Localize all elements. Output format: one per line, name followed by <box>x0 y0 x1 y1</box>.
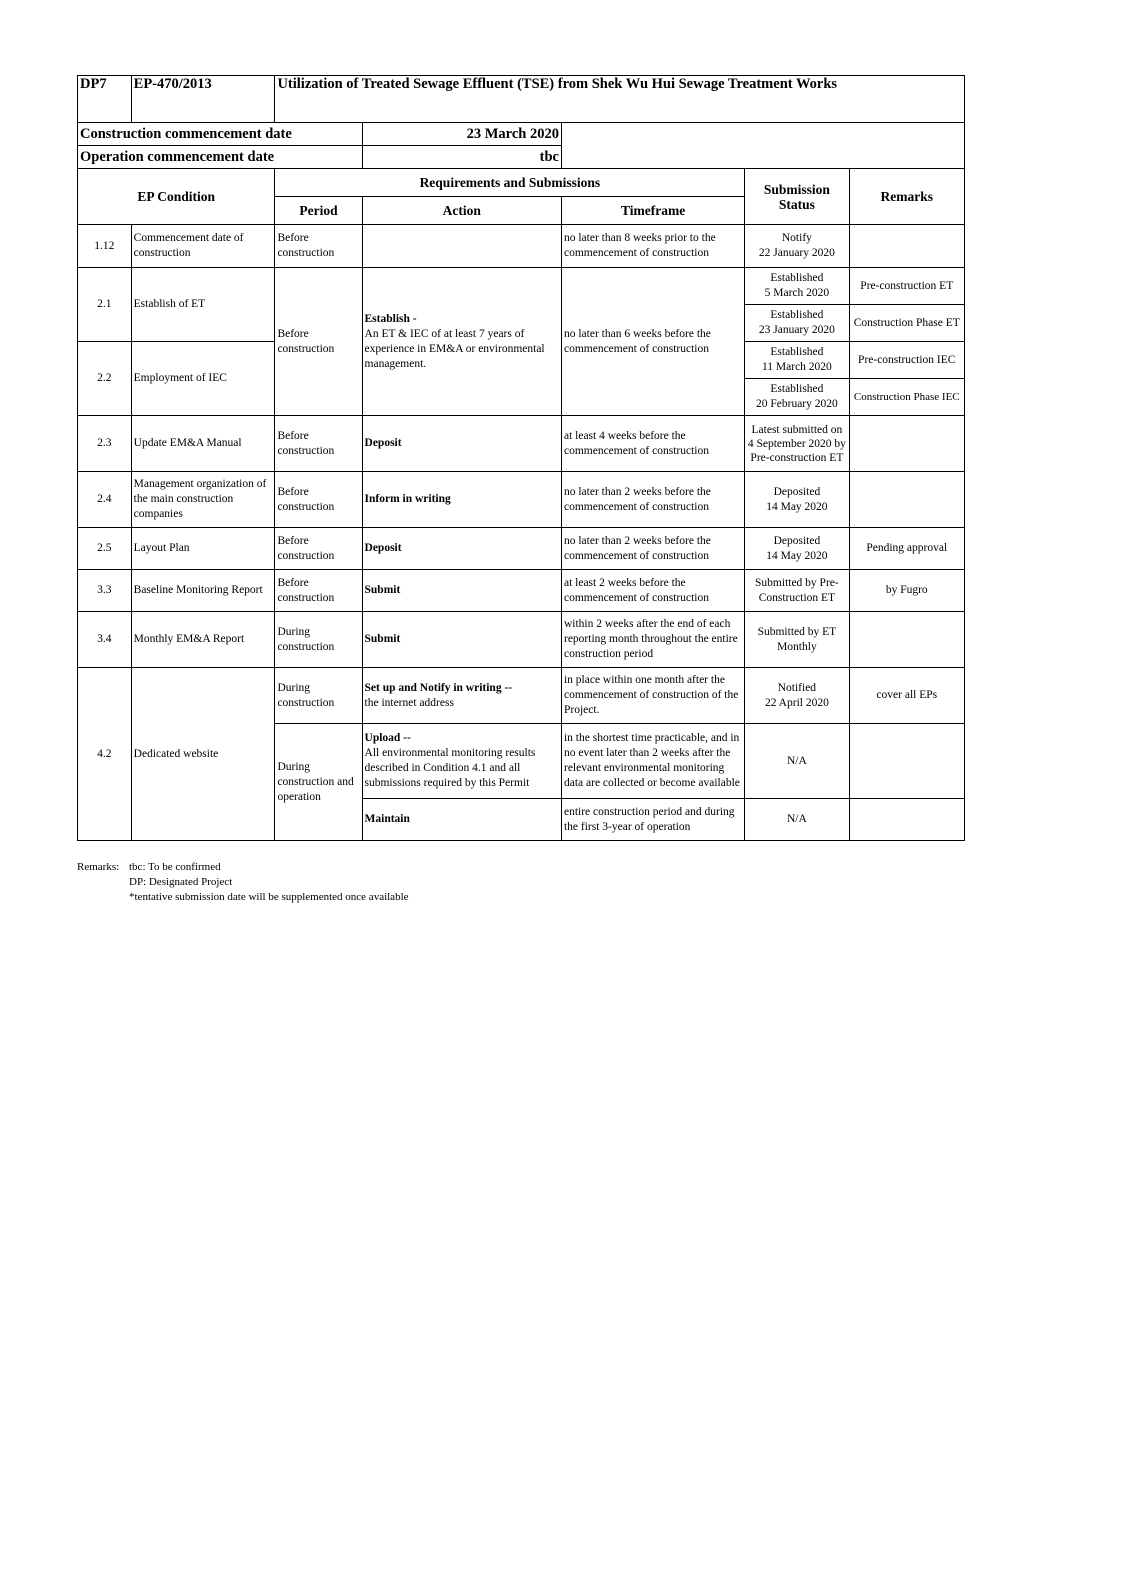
remarks <box>849 472 964 528</box>
remarks: cover all EPs <box>849 668 964 724</box>
condition-number: 3.4 <box>78 612 132 668</box>
timeframe: within 2 weeks after the end of each reporting month throughout the entire construction period <box>561 612 744 668</box>
condition-name: Baseline Monitoring Report <box>131 570 275 612</box>
timeframe: in place within one month after the commencement of construction of the Project. <box>561 668 744 724</box>
remarks <box>849 724 964 799</box>
timeframe-header: Timeframe <box>561 197 744 225</box>
table-row <box>78 225 965 268</box>
action: Deposit <box>362 528 561 570</box>
table-row <box>78 268 965 305</box>
table-row <box>78 416 965 472</box>
construction-commencement-value: 23 March 2020 <box>362 123 561 146</box>
submission-status: N/A <box>745 724 849 799</box>
submission-status: N/A <box>745 799 849 841</box>
period-header: Period <box>275 197 362 225</box>
condition-number: 4.2 <box>78 668 132 841</box>
condition-name: Commencement date of construction <box>131 225 275 268</box>
timeframe: entire construction period and during the first 3-year of operation <box>561 799 744 841</box>
period: Before construction <box>275 225 362 268</box>
remarks-tbc: tbc: To be confirmed <box>129 861 221 873</box>
action: Establish - An ET & IEC of at least 7 years of experience in EM&A or environmental management. <box>362 268 561 416</box>
period: Before construction <box>275 416 362 472</box>
timeframe: no later than 2 weeks before the commencement of construction <box>561 472 744 528</box>
remarks: Pre-construction ET <box>849 268 964 305</box>
table-row <box>78 570 965 612</box>
condition-number: 2.2 <box>78 342 132 416</box>
submission-status: Established 23 January 2020 <box>745 305 849 342</box>
action <box>362 225 561 268</box>
condition-number: 1.12 <box>78 225 132 268</box>
ep-condition-document <box>77 75 965 841</box>
date-blank <box>561 123 964 169</box>
table-row <box>78 472 965 528</box>
construction-commencement-label: Construction commencement date <box>78 123 363 146</box>
dp-code: DP7 <box>78 76 132 123</box>
remarks-tentative: *tentative submission date will be supplemented once available <box>129 891 409 903</box>
action-header: Action <box>362 197 561 225</box>
remarks-header: Remarks <box>849 169 964 225</box>
period: During construction <box>275 612 362 668</box>
remarks <box>849 416 964 472</box>
remarks <box>849 799 964 841</box>
operation-commencement-value: tbc <box>362 146 561 169</box>
remarks-label: Remarks: <box>77 861 120 873</box>
action: Maintain <box>362 799 561 841</box>
submission-status: Established 20 February 2020 <box>745 379 849 416</box>
table-row <box>78 528 965 570</box>
header-row-1 <box>78 169 965 197</box>
submission-status: Notify 22 January 2020 <box>745 225 849 268</box>
submission-status: Submitted by Pre-Construction ET <box>745 570 849 612</box>
remarks: Construction Phase IEC <box>849 379 964 416</box>
action: Inform in writing <box>362 472 561 528</box>
period: Before construction <box>275 268 362 416</box>
project-title: Utilization of Treated Sewage Effluent (TSE) from Shek Wu Hui Sewage Treatment Works <box>275 76 965 123</box>
condition-number: 2.3 <box>78 416 132 472</box>
ep-condition-table <box>77 75 965 841</box>
action: Deposit <box>362 416 561 472</box>
condition-name: Dedicated website <box>131 668 275 841</box>
ep-condition-header: EP Condition <box>78 169 275 225</box>
remarks: Pending approval <box>849 528 964 570</box>
condition-number: 2.5 <box>78 528 132 570</box>
timeframe: no later than 6 weeks before the commencement of construction <box>561 268 744 416</box>
condition-number: 3.3 <box>78 570 132 612</box>
remarks: by Fugro <box>849 570 964 612</box>
remarks-line <box>77 860 409 875</box>
action: Upload -- All environmental monitoring results described in Condition 4.1 and all submissions required by this Permit <box>362 724 561 799</box>
period: Before construction <box>275 528 362 570</box>
condition-name: Establish of ET <box>131 268 275 342</box>
period: During construction and operation <box>275 724 362 841</box>
operation-commencement-label: Operation commencement date <box>78 146 363 169</box>
timeframe: at least 4 weeks before the commencement of construction <box>561 416 744 472</box>
title-row <box>78 76 965 123</box>
table-row <box>78 668 965 724</box>
submission-status: Established 5 March 2020 <box>745 268 849 305</box>
remarks <box>849 225 964 268</box>
remarks-dp: DP: Designated Project <box>129 876 233 888</box>
submission-status: Established 11 March 2020 <box>745 342 849 379</box>
condition-name: Layout Plan <box>131 528 275 570</box>
action: Submit <box>362 570 561 612</box>
condition-number: 2.1 <box>78 268 132 342</box>
period: During construction <box>275 668 362 724</box>
submission-status: Deposited 14 May 2020 <box>745 472 849 528</box>
period: Before construction <box>275 570 362 612</box>
remarks: Construction Phase ET <box>849 305 964 342</box>
condition-name: Update EM&A Manual <box>131 416 275 472</box>
remarks: Pre-construction IEC <box>849 342 964 379</box>
table-row <box>78 612 965 668</box>
condition-name: Employment of IEC <box>131 342 275 416</box>
ep-number: EP-470/2013 <box>131 76 275 123</box>
period: Before construction <box>275 472 362 528</box>
condition-number: 2.4 <box>78 472 132 528</box>
submission-status: Latest submitted on 4 September 2020 by Pre-construction ET <box>745 416 849 472</box>
submission-status: Deposited 14 May 2020 <box>745 528 849 570</box>
action: Set up and Notify in writing -- the internet address <box>362 668 561 724</box>
timeframe: no later than 2 weeks before the commencement of construction <box>561 528 744 570</box>
timeframe: in the shortest time practicable, and in no event later than 2 weeks after the relevant environmental monitoring data are collected or become available <box>561 724 744 799</box>
remarks-notes <box>77 860 409 905</box>
submission-status: Submitted by ET Monthly <box>745 612 849 668</box>
condition-name: Management organization of the main construction companies <box>131 472 275 528</box>
requirements-header: Requirements and Submissions <box>275 169 745 197</box>
condition-name: Monthly EM&A Report <box>131 612 275 668</box>
submission-status: Notified 22 April 2020 <box>745 668 849 724</box>
timeframe: at least 2 weeks before the commencement of construction <box>561 570 744 612</box>
timeframe: no later than 8 weeks prior to the commencement of construction <box>561 225 744 268</box>
status-header: Submission Status <box>745 169 849 225</box>
action: Submit <box>362 612 561 668</box>
remarks <box>849 612 964 668</box>
construction-date-row <box>78 123 965 146</box>
